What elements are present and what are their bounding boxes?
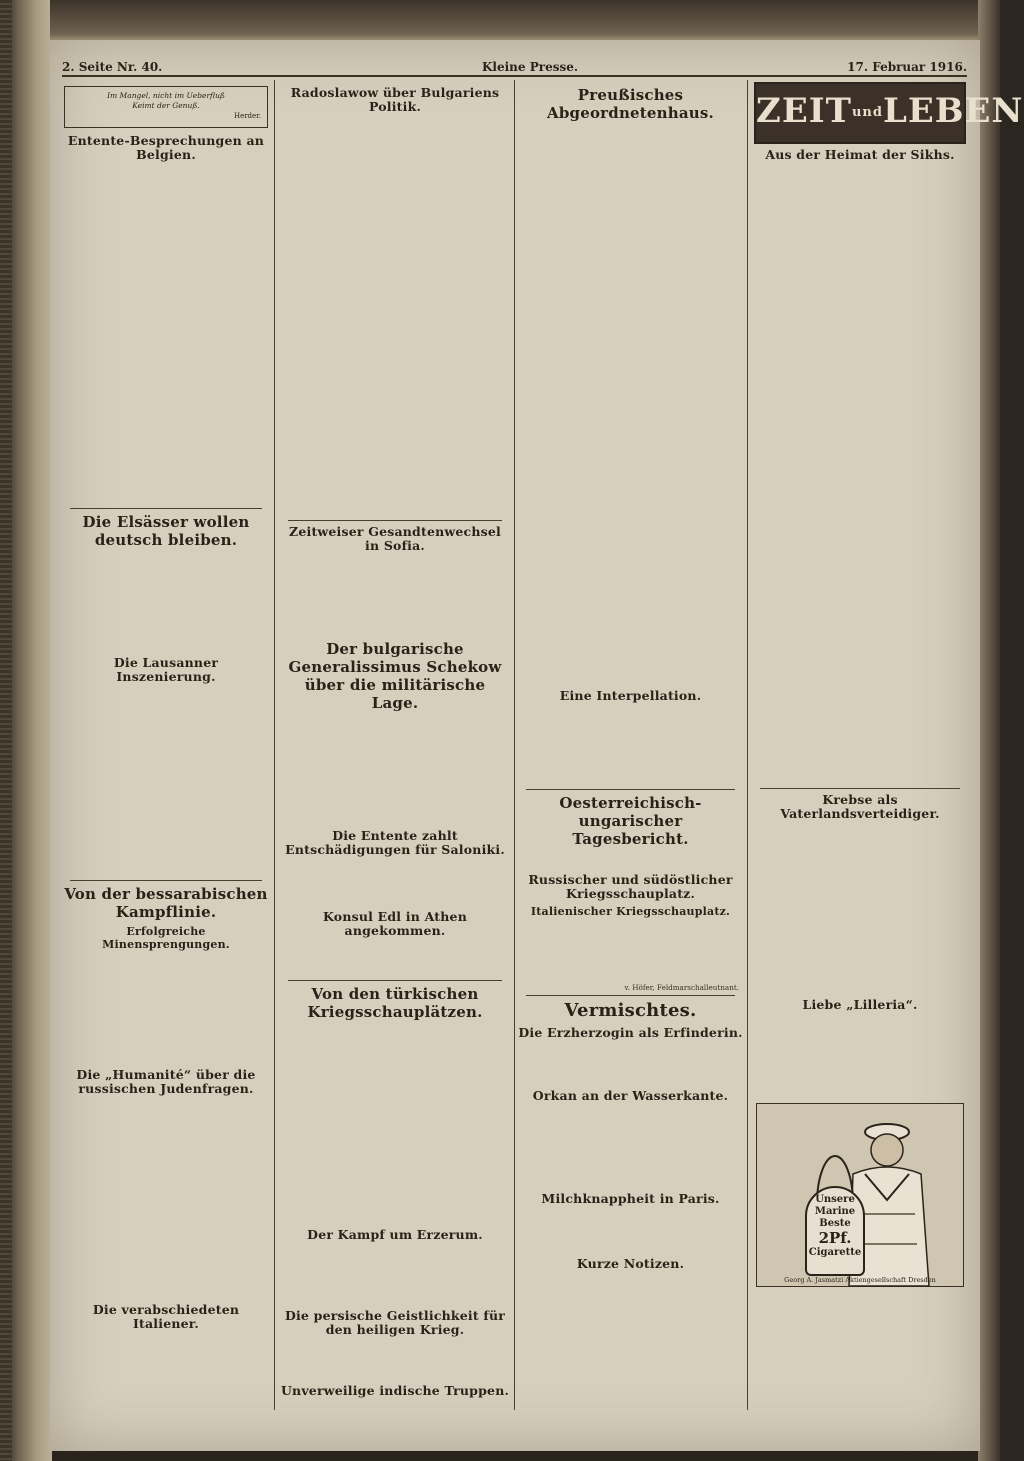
article-separator xyxy=(526,789,735,790)
issue-date: 17. Februar 1916. xyxy=(847,60,967,74)
article-body xyxy=(62,165,270,505)
page-number: 2. Seite Nr. 40. xyxy=(62,60,163,74)
article-body xyxy=(752,824,968,994)
article-headline: Die „Humanité“ über die russischen Judenfragen. xyxy=(76,1067,256,1096)
article-headline: Von den türkischen Kriegsschauplätzen. xyxy=(307,985,483,1021)
article-body xyxy=(62,687,270,877)
motto-box xyxy=(64,86,268,128)
article-headline: Von der bessarabischen Kampflinie. xyxy=(64,885,268,921)
article-separator xyxy=(526,995,735,996)
article-body xyxy=(518,706,743,786)
article-headline: Die persische Geistlichkeit für den heiligen Krieg. xyxy=(284,1308,506,1337)
top-edge xyxy=(50,0,1000,42)
article-body xyxy=(62,954,270,1064)
ad-caption: Georg A. Jasmatzi Aktiengesellschaft Dresden xyxy=(784,1276,936,1284)
article-body xyxy=(280,556,510,636)
article-headline: Die Lausanner Inszenierung. xyxy=(113,655,219,684)
article-headline: Orkan an der Wasserkante. xyxy=(532,1088,729,1103)
article-body xyxy=(62,552,270,652)
article-headline: Aus der Heimat der Sikhs. xyxy=(765,147,955,162)
banner-word: LEBEN xyxy=(882,91,1024,131)
cigarette-badge xyxy=(805,1186,865,1276)
article-body xyxy=(518,851,743,869)
article-separator xyxy=(70,508,262,509)
ad-text: Unsere xyxy=(815,1194,855,1205)
article-headline: Radoslawow über Bulgariens Politik. xyxy=(290,85,500,114)
motto-line: Im Mangel, nicht im Ueberfluß xyxy=(107,91,225,100)
article-headline: Kurze Notizen. xyxy=(576,1256,685,1271)
article-headline: Konsul Edl in Athen angekommen. xyxy=(323,909,467,938)
column-2 xyxy=(280,82,510,1401)
article-headline: Oesterreichisch-ungarischer Tagesbericht. xyxy=(559,794,702,848)
zeit-und-leben-banner xyxy=(754,82,1024,144)
article-separator xyxy=(288,520,502,521)
article-separator xyxy=(288,980,502,981)
article-headline: Italienischer Kriegsschauplatz. xyxy=(530,905,731,918)
article-headline: Der Kampf um Erzerum. xyxy=(307,1227,483,1242)
header-rule xyxy=(62,75,967,77)
banner-word: ZEIT xyxy=(756,91,852,131)
column-4 xyxy=(752,82,1024,1287)
article-body xyxy=(518,921,743,981)
article-headline: Der bulgarische Generalissimus Schekow über die militärische Lage. xyxy=(288,640,502,712)
article-body xyxy=(518,1106,743,1188)
article-body xyxy=(280,860,510,906)
article-body xyxy=(280,1340,510,1380)
article-headline: Die Entente zahlt Entschädigungen für Saloniki. xyxy=(285,828,505,857)
motto-author: Herder. xyxy=(233,112,261,120)
article-separator xyxy=(70,880,262,881)
article-body xyxy=(62,1099,270,1299)
section-headline: Vermischtes. xyxy=(564,1000,697,1021)
article-headline: Die Erzherzogin als Erfinderin. xyxy=(518,1025,743,1040)
article-body xyxy=(518,1209,743,1253)
article-headline: Russischer und südöstlicher Kriegsschauplatz. xyxy=(528,872,733,901)
article-body xyxy=(280,117,510,517)
article-headline: Unverweilige indische Truppen. xyxy=(280,1383,510,1398)
ad-text: Marine xyxy=(814,1206,856,1217)
article-body xyxy=(280,715,510,825)
article-body xyxy=(518,125,743,685)
article-headline: Zeitweiser Gesandtenwechsel in Sofia. xyxy=(289,524,501,553)
article-headline: Preußisches Abgeordnetenhaus. xyxy=(547,86,714,122)
article-subheadline: Erfolgreiche Minensprengungen. xyxy=(102,925,230,951)
article-body xyxy=(280,1024,510,1224)
ad-text: Beste xyxy=(819,1218,851,1229)
masthead-title: Kleine Presse. xyxy=(482,60,579,74)
book-binding xyxy=(0,0,52,1461)
article-separator xyxy=(760,788,960,789)
article-body xyxy=(280,941,510,977)
article-headline: Die Elsässer wollen deutsch bleiben. xyxy=(82,513,250,549)
right-edge xyxy=(978,0,1000,1461)
motto-line: Keimt der Genuß. xyxy=(132,101,200,110)
article-body xyxy=(280,1245,510,1305)
article-headline: Liebe „Lilleria“. xyxy=(802,997,918,1012)
banner-word: und xyxy=(851,105,883,120)
column-divider xyxy=(747,80,748,1410)
article-headline: Krebse als Vaterlandsverteidiger. xyxy=(780,792,940,821)
article-body xyxy=(518,1043,743,1085)
article-body xyxy=(752,165,968,785)
article-body xyxy=(752,1015,968,1095)
article-signature: v. Höfer, Feldmarschalleutnant. xyxy=(624,983,739,992)
article-headline: Die verabschiedeten Italiener. xyxy=(92,1302,240,1331)
column-3 xyxy=(518,82,743,1274)
column-divider xyxy=(514,80,515,1410)
ad-price: 2Pf. xyxy=(818,1229,852,1247)
ad-text: Cigarette xyxy=(808,1247,862,1258)
article-headline: Entente-Besprechungen an Belgien. xyxy=(67,133,265,162)
binding-strip xyxy=(0,0,12,1461)
column-divider xyxy=(274,80,275,1410)
article-headline: Eine Interpellation. xyxy=(559,688,702,703)
column-1 xyxy=(62,82,270,1334)
article-headline: Milchknappheit in Paris. xyxy=(541,1191,720,1206)
cigarette-advertisement xyxy=(756,1103,964,1287)
